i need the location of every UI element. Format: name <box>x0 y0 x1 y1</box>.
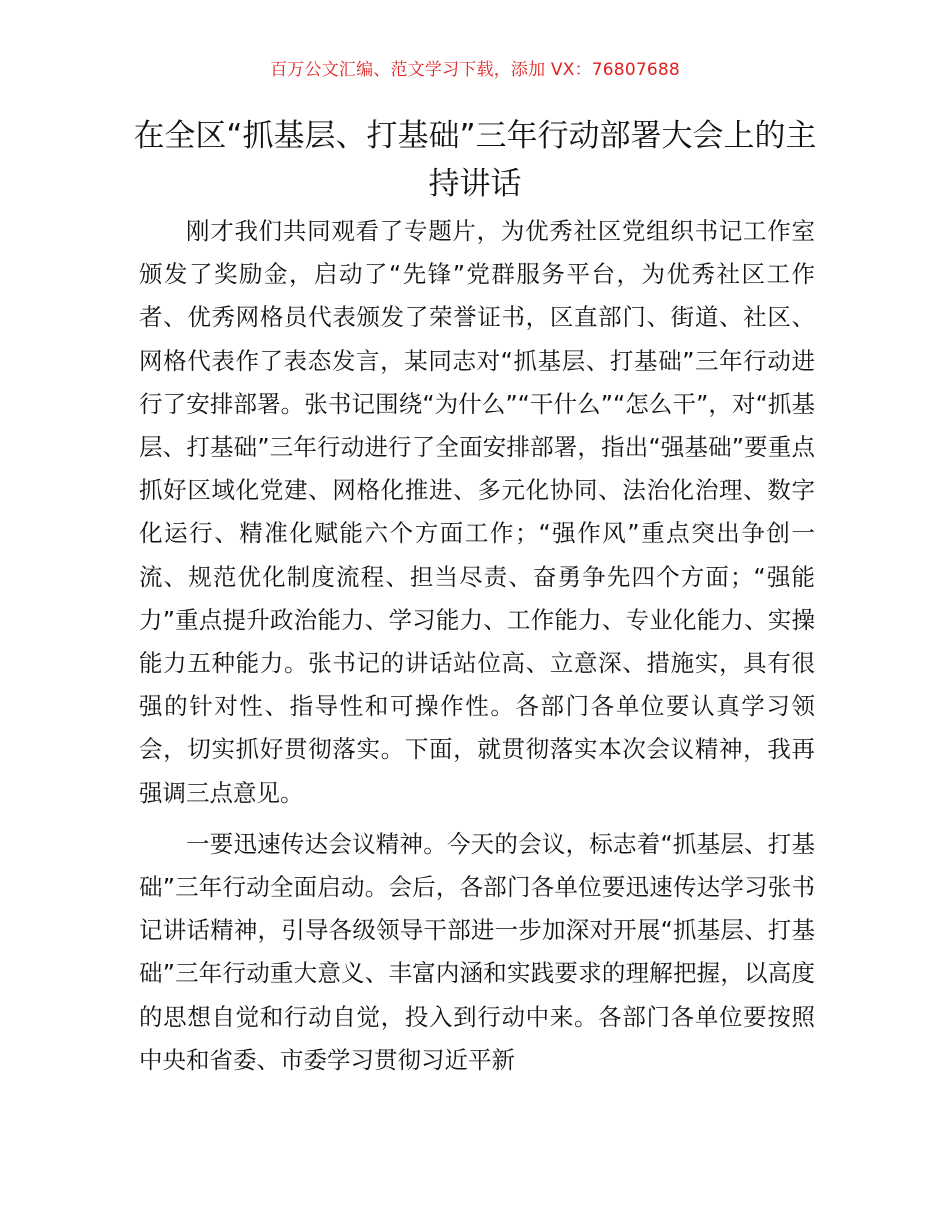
download-notice: 百万公文汇编、范文学习下载，添加 VX：76807688 <box>270 60 680 80</box>
document-body <box>139 210 815 1082</box>
document-title: 在全区“抓基层、打基础”三年行动部署大会上的主持讲话 <box>133 118 817 202</box>
body-paragraph-1: 刚才我们共同观看了专题片，为优秀社区党组织书记工作室颁发了奖励金，启动了“先锋”党群服务平台，为优秀社区工作者、优秀网格员代表颁发了荣誉证书，区直部门、街道、社区、网格代表作了表态发言，某同志对“抓基层、打基础”三年行动进行了安排部署。张书记围绕“为什么”“干什么”“怎么干”，对“抓基层、打基础”三年行动进行了全面安排部署，指出“强基础”要重点抓好区域化党建、网格化推进、多元化协同、法治化治理、数字化运行、精准化赋能六个方面工作；“强作风”重点突出争创一流、规范优化制度流程、担当尽责、奋勇争先四个方面；“强能力”重点提升政治能力、学习能力、工作能力、专业化能力、实操能力五种能力。张书记的讲话站位高、立意深、措施实，具有很强的针对性、指导性和可操作性。各部门各单位要认真学习领会，切实抓好贯彻落实。下面，就贯彻落实本次会议精神，我再强调三点意见。 <box>139 217 815 807</box>
body-paragraph-2: 一要迅速传达会议精神。今天的会议，标志着“抓基层、打基础”三年行动全面启动。会后，各部门各单位要迅速传达学习张书记讲话精神，引导各级领导干部进一步加深对开展“抓基层、打基础”三年行动重大意义、丰富内涵和实践要求的理解把握，以高度的思想自觉和行动自觉，投入到行动中来。各部门各单位要按照中央和省委、市委学习贯彻习近平新 <box>139 829 815 1074</box>
